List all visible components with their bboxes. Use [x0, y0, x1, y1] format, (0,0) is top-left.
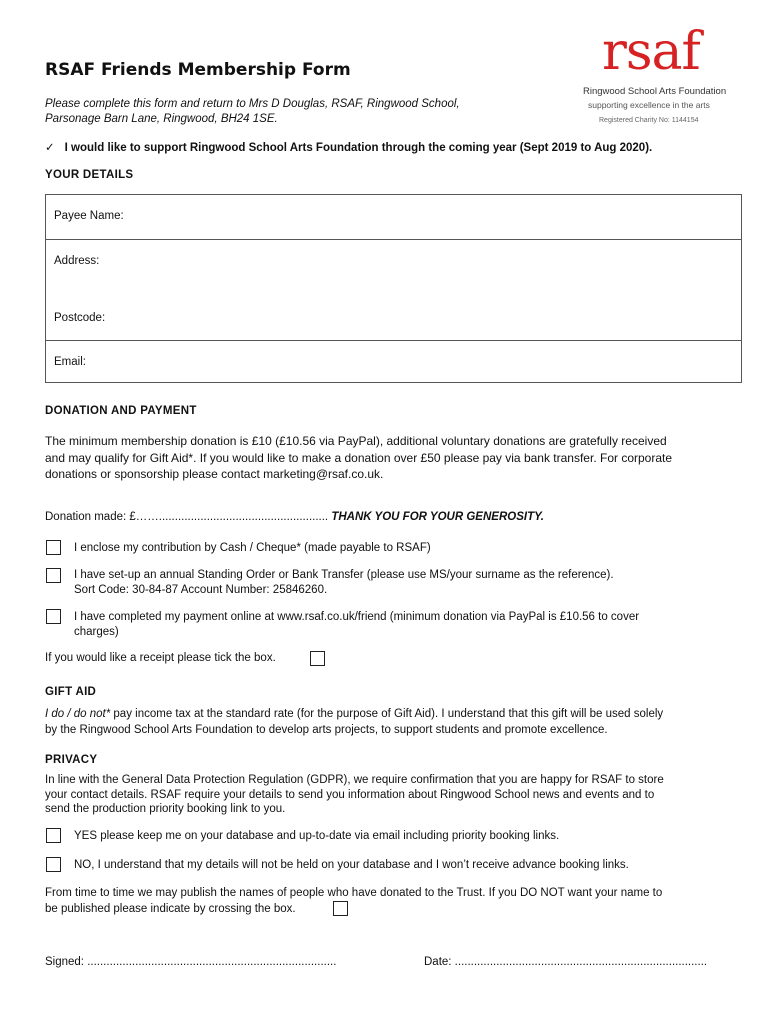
- privacy-no-checkbox[interactable]: [46, 857, 61, 872]
- date-field[interactable]: Date: ...............................................................................: [424, 956, 708, 968]
- gift-aid-line-1: pay income tax at the standard rate (for the purpose of Gift Aid). I understand that this gift will be used solely: [110, 708, 664, 720]
- gift-aid-do-do-not: I do / do not*: [45, 708, 111, 720]
- standing-order-line-1: I have set-up an annual Standing Order or Bank Transfer (please use MS/your surname as the reference).: [74, 569, 614, 581]
- logo-charity-number: Registered Charity No: 1144154: [599, 117, 699, 124]
- standing-order-option: [74, 568, 744, 598]
- donation-line-3: donations or sponsorship please contact marketing@rsaf.co.uk.: [45, 467, 384, 481]
- gift-aid-line-2: by the Ringwood School Arts Foundation to develop arts projects, to support students and promote excellence.: [45, 724, 608, 736]
- checkmark-icon: ✓: [45, 142, 55, 154]
- receipt-line: [45, 652, 276, 664]
- online-payment-line-1: I have completed my payment online at www.rsaf.co.uk/friend (minimum donation via PayPal is £10.56 to cover: [74, 611, 640, 623]
- cash-cheque-checkbox[interactable]: [46, 540, 61, 555]
- thank-you-text: THANK YOU FOR YOUR GENEROSITY.: [331, 511, 544, 523]
- postcode-label: Postcode:: [54, 312, 106, 324]
- do-not-publish-checkbox[interactable]: [333, 901, 348, 916]
- email-field[interactable]: [46, 341, 741, 384]
- publish-paragraph: [45, 885, 745, 917]
- rsaf-logo: rsaf: [602, 22, 700, 82]
- address-label: Address:: [54, 255, 100, 267]
- your-details-table: [45, 194, 742, 383]
- donation-line-1: The minimum membership donation is £10 (£10.56 via PayPal), additional voluntary donations are gratefully received: [45, 434, 667, 448]
- donation-heading: DONATION AND PAYMENT: [45, 405, 197, 417]
- donation-made-label: Donation made: £…….....................................................: [45, 511, 329, 523]
- intro-line-1: Please complete this form and return to Mrs D Douglas, RSAF, Ringwood School,: [45, 98, 460, 110]
- form-title: RSAF Friends Membership Form: [45, 60, 351, 80]
- privacy-yes-option: YES please keep me on your database and up-to-date via email including priority booking links.: [74, 830, 560, 842]
- online-payment-checkbox[interactable]: [46, 609, 61, 624]
- donation-paragraph: [45, 433, 745, 483]
- standing-order-checkbox[interactable]: [46, 568, 61, 583]
- publish-line-1: From time to time we may publish the names of people who have donated to the Trust. If you DO NOT want your name to: [45, 887, 663, 899]
- support-text: I would like to support Ringwood School Arts Foundation through the coming year (Sept 2019 to Aug 2020).: [64, 142, 653, 154]
- support-statement: [45, 140, 652, 154]
- publish-line-2: be published please indicate by crossing the box.: [45, 903, 296, 915]
- cash-cheque-option: I enclose my contribution by Cash / Cheque* (made payable to RSAF): [74, 542, 431, 554]
- form-intro: [45, 97, 565, 127]
- privacy-yes-checkbox[interactable]: [46, 828, 61, 843]
- donation-line-2: and may qualify for Gift Aid*. If you would like to make a donation over £50 please pay via bank transfer. For corporate: [45, 450, 673, 465]
- gift-aid-paragraph: [45, 706, 745, 738]
- your-details-heading: YOUR DETAILS: [45, 169, 134, 181]
- receipt-checkbox[interactable]: [310, 651, 325, 666]
- intro-line-2: Parsonage Barn Lane, Ringwood, BH24 1SE.: [45, 113, 278, 125]
- privacy-no-option: NO, I understand that my details will not be held on your database and I won’t receive advance booking links.: [74, 859, 629, 871]
- bank-details: Sort Code: 30-84-87 Account Number: 25846260.: [74, 584, 328, 596]
- privacy-line-2: your contact details. RSAF require your details to send you information about Ringwood School news and events and to: [45, 788, 655, 801]
- privacy-line-3: send the production priority booking link to you.: [45, 803, 286, 815]
- signed-field[interactable]: Signed: ..............................................................................: [45, 956, 337, 968]
- receipt-text: If you would like a receipt please tick the box.: [45, 652, 276, 664]
- payee-name-label: Payee Name:: [54, 210, 124, 222]
- gift-aid-heading: GIFT AID: [45, 686, 97, 698]
- address-field[interactable]: [46, 240, 741, 341]
- donation-made-line[interactable]: [45, 511, 544, 523]
- email-label: Email:: [54, 356, 86, 368]
- logo-organisation-name: Ringwood School Arts Foundation: [583, 86, 727, 97]
- privacy-line-1: In line with the General Data Protection Regulation (GDPR), we require confirmation that you are happy for RSAF to store: [45, 774, 664, 786]
- online-payment-line-2: charges): [74, 626, 119, 638]
- privacy-paragraph: [45, 773, 745, 817]
- payee-name-field[interactable]: [46, 195, 741, 240]
- online-payment-option: [74, 610, 744, 640]
- privacy-heading: PRIVACY: [45, 754, 98, 766]
- logo-tagline: supporting excellence in the arts: [588, 100, 710, 110]
